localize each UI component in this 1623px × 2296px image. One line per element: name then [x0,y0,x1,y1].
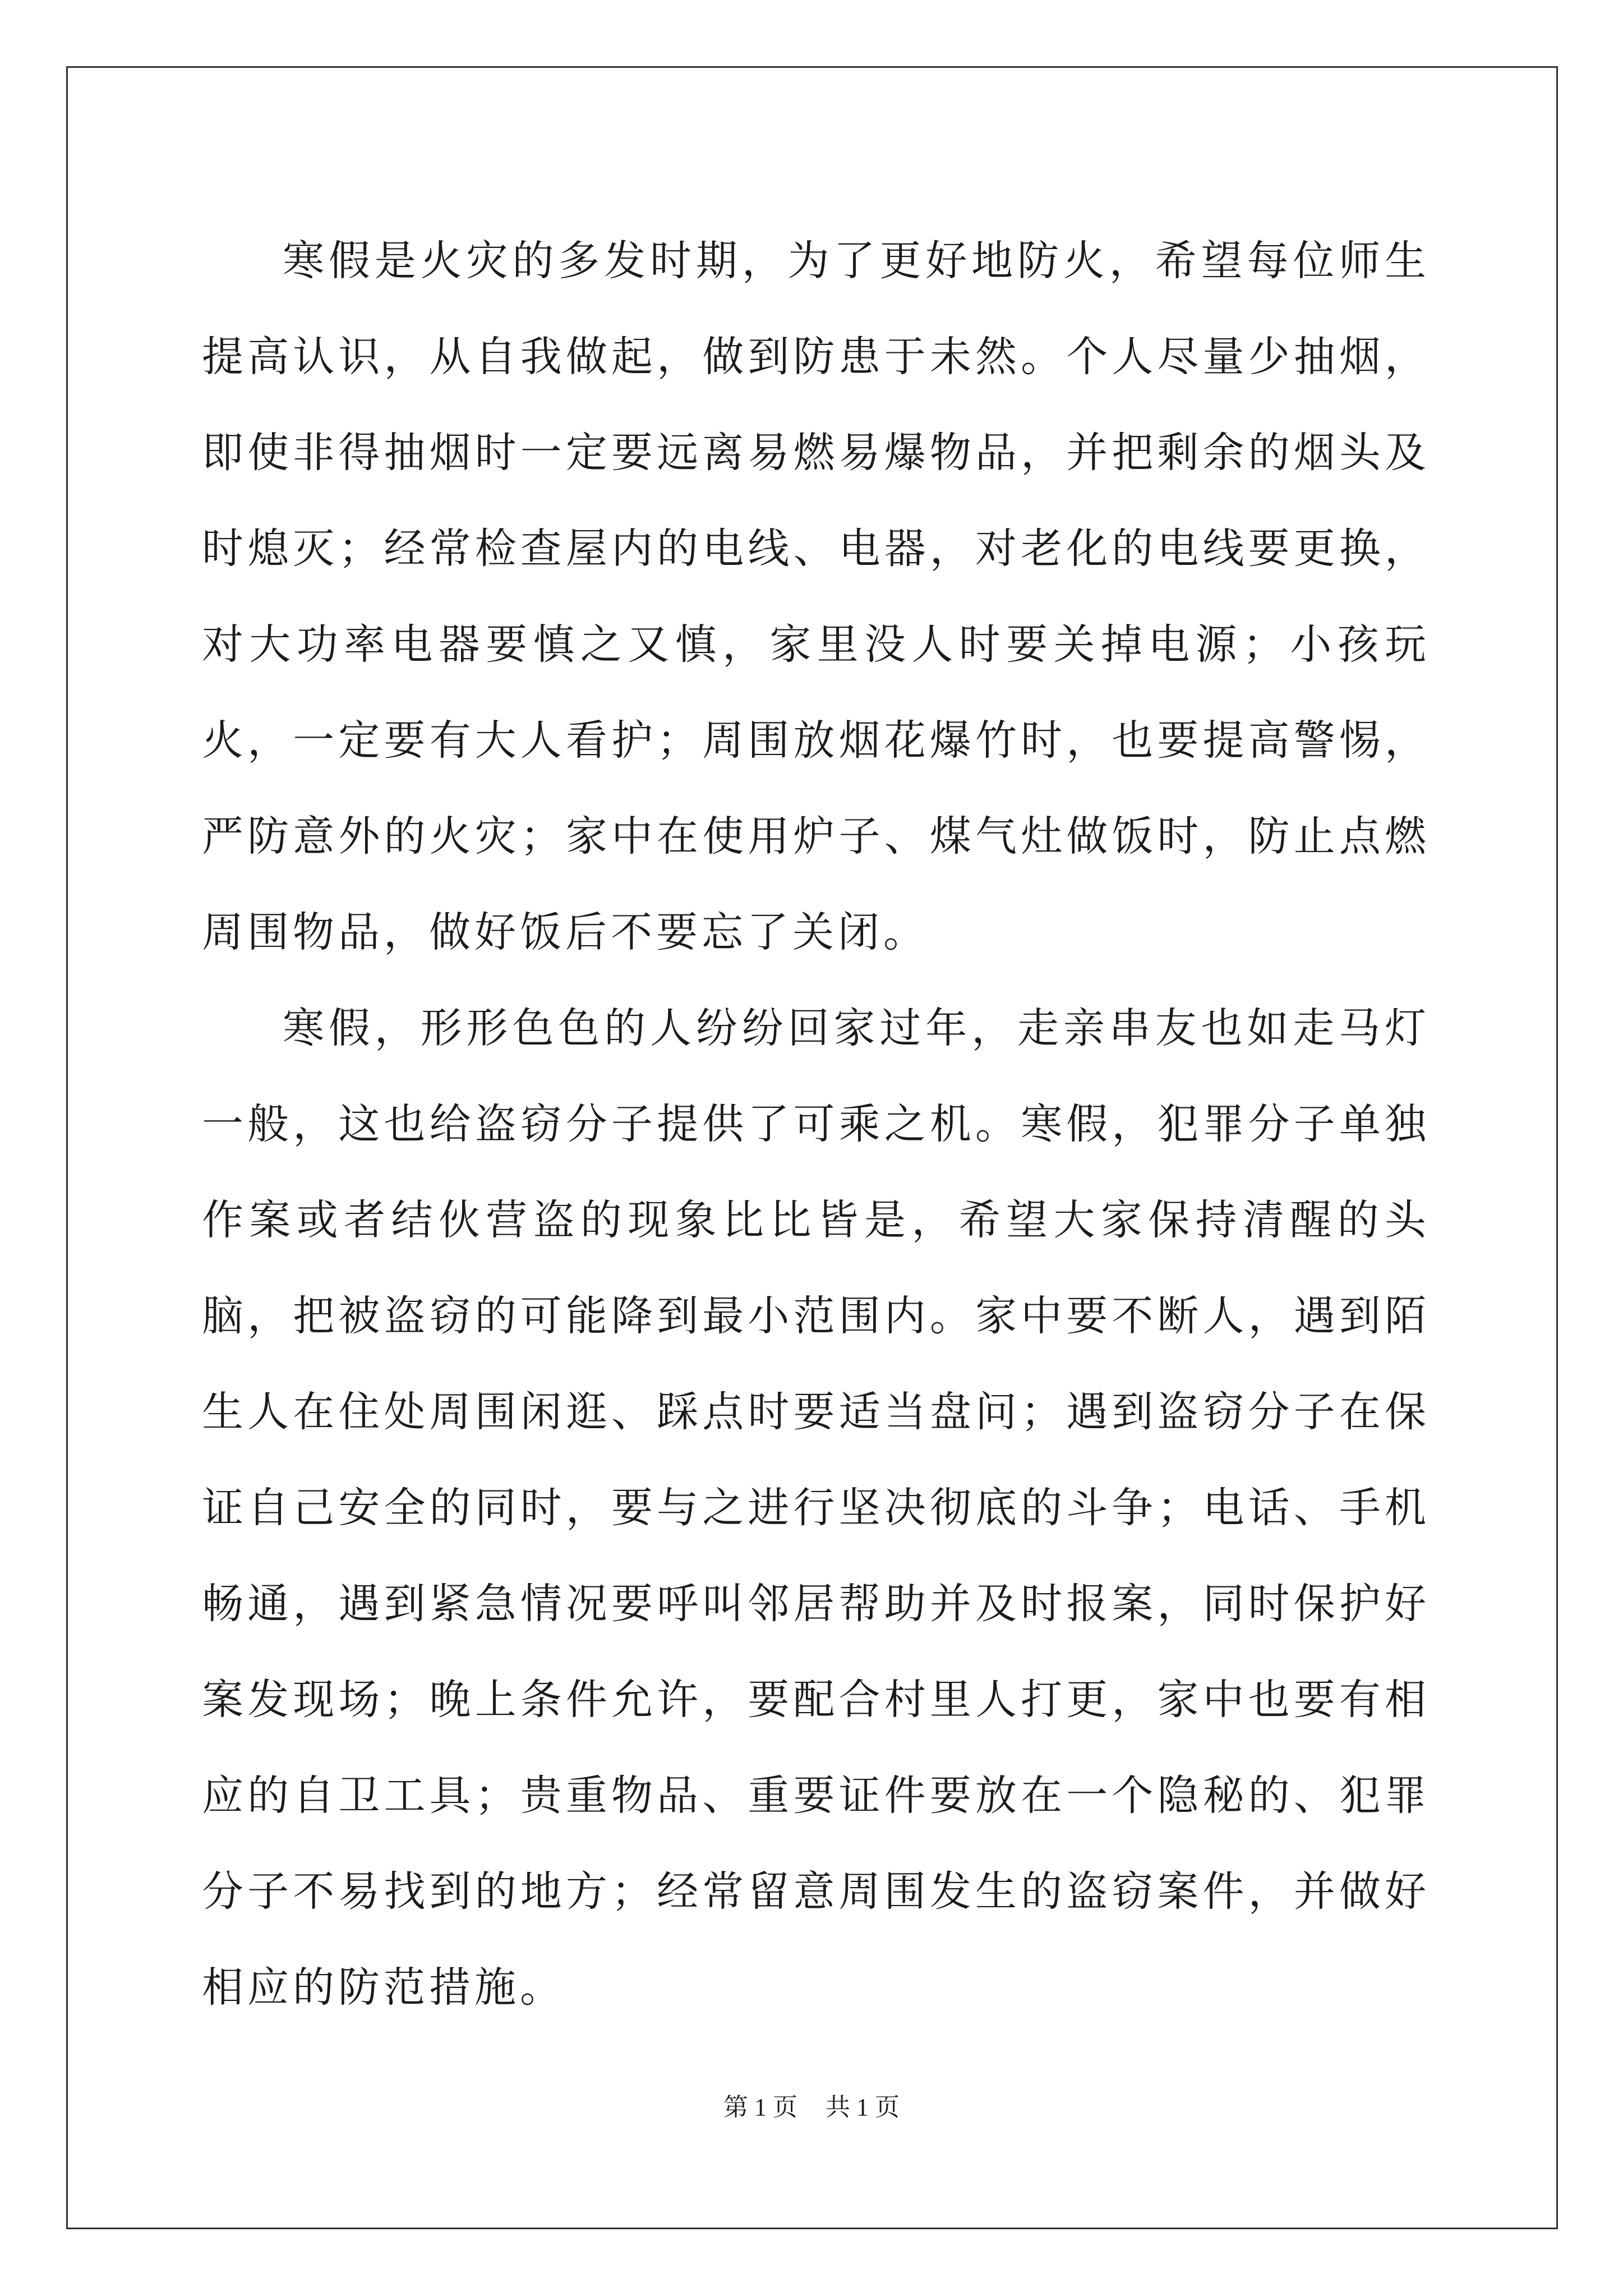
document-body [202,213,1430,2036]
page-number: 第 1 页 [723,2093,797,2121]
page-footer [0,2087,1623,2123]
page-total: 共 1 页 [826,2093,900,2121]
paragraph-fire-safety: 寒假是火灾的多发时期，为了更好地防火，希望每位师生提高认识，从自我做起，做到防患于未然。个人尽量少抽烟，即使非得抽烟时一定要远离易燃易爆物品，并把剩余的烟头及时熄灭；经常检查屋内的电线、电器，对老化的电线要更换，对大功率电器要慎之又慎，家里没人时要关掉电源；小孩玩火，一定要有大人看护；周围放烟花爆竹时，也要提高警惕，严防意外的火灾；家中在使用炉子、煤气灶做饭时，防止点燃周围物品，做好饭后不要忘了关闭。 [202,237,1430,956]
paragraph-theft-prevention: 寒假，形形色色的人纷纷回家过年，走亲串友也如走马灯一般，这也给盗窃分子提供了可乘之机。寒假，犯罪分子单独作案或者结伙营盗的现象比比皆是，希望大家保持清醒的头脑，把被盗窃的可能降到最小范围内。家中要不断人，遇到陌生人在住处周围闲逛、踩点时要适当盘问；遇到盗窃分子在保证自己安全的同时，要与之进行坚决彻底的斗争；电话、手机畅通，遇到紧急情况要呼叫邻居帮助并及时报案，同时保护好案发现场；晚上条件允许，要配合村里人打更，家中也要有相应的自卫工具；贵重物品、重要证件要放在一个隐秘的、犯罪分子不易找到的地方；经常留意周围发生的盗窃案件，并做好相应的防范措施。 [202,1004,1430,2012]
